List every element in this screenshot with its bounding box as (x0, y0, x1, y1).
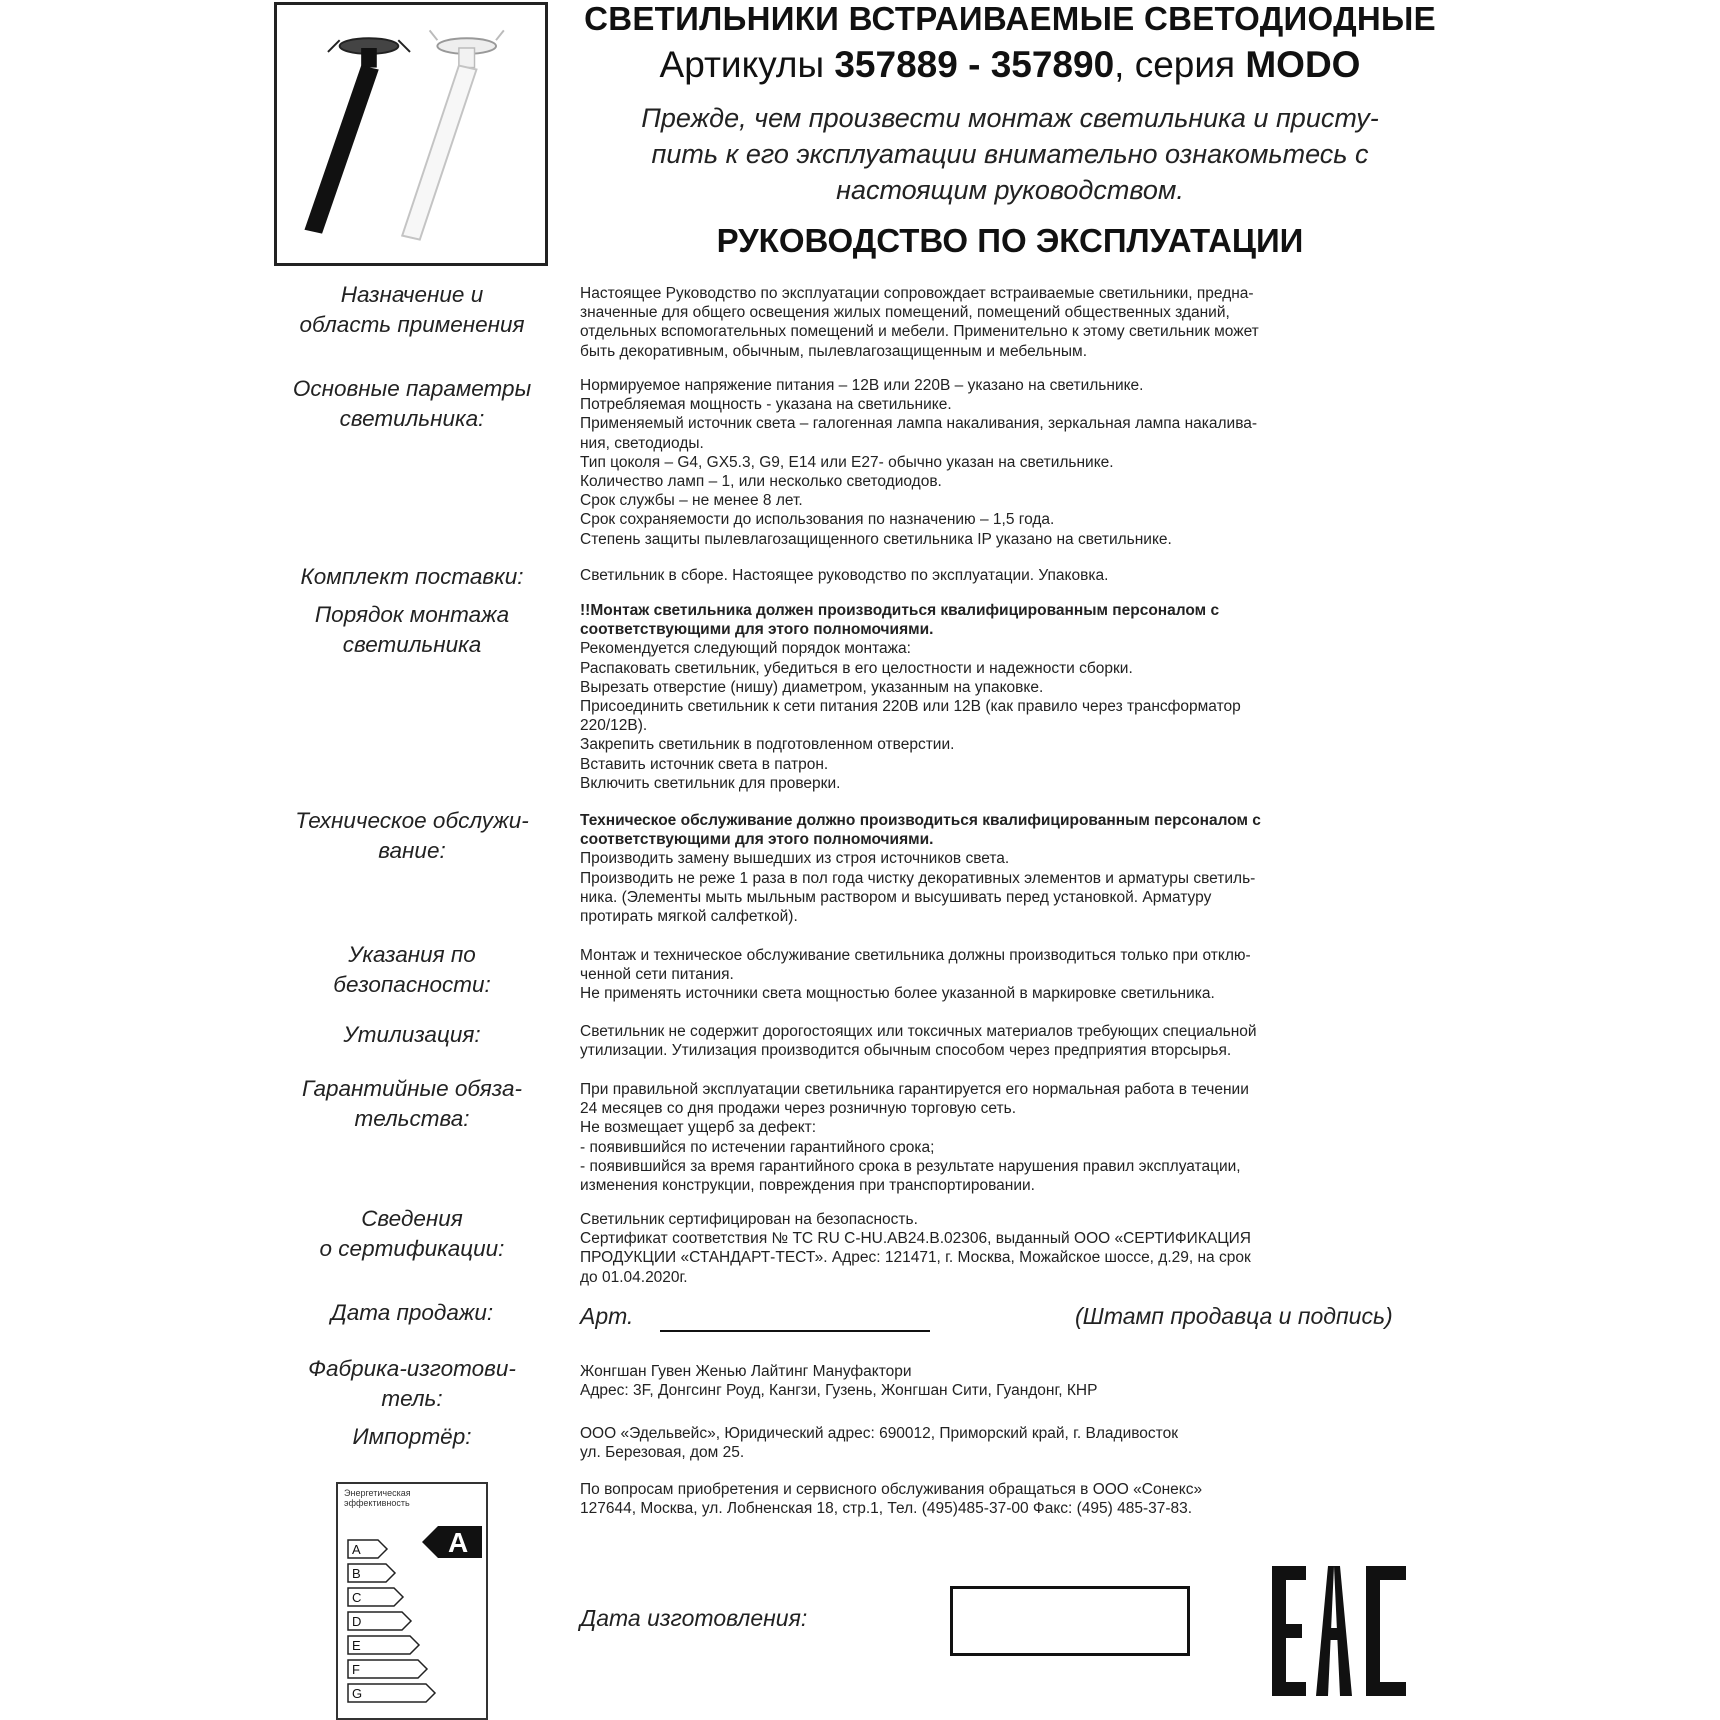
energy-title-line: эффективность (344, 1498, 410, 1508)
section-text (580, 1022, 1430, 1060)
section-text-line: Срок службы – не менее 8 лет. (580, 492, 803, 510)
section-text (580, 566, 1430, 585)
section-text-line: Жонгшан Гувен Женью Лайтинг Мануфактори (580, 1363, 912, 1380)
intro-line: Прежде, чем произвести монтаж светильника и присту- (641, 103, 1379, 133)
section-text (580, 1424, 1430, 1462)
section-label-line: тель: (381, 1386, 443, 1411)
energy-class-letter: B (352, 1566, 361, 1581)
intro-line: пить к его эксплуатации внимательно ознакомьтесь с (651, 139, 1369, 169)
energy-rating-letter: A (448, 1527, 469, 1558)
section-text-line: Вырезать отверстие (нишу) диаметром, указанным на упаковке. (580, 678, 1044, 696)
section-text-line: Срок сохраняемости до использования по назначению – 1,5 года. (580, 511, 1055, 529)
section-text-line: быть декоративным, обычным, пылевлагозащищенным и мебельным. (580, 342, 1088, 360)
section-text-line: Производить не реже 1 раза в пол года чистку декоративных элементов и арматуры светиль- (580, 869, 1256, 887)
section-text-line: Техническое обслуживание должно производиться квалифицированным персоналом с (580, 812, 1261, 829)
section-label-line: о сертификации: (319, 1236, 505, 1261)
series-prefix: , серия (1114, 44, 1246, 85)
section-text-line: соответствующими для этого полномочиями. (580, 831, 934, 849)
section-text-line: ника. (Элементы мыть мыльным раствором и высушивать перед установкой. Арматуру (580, 888, 1212, 906)
section-text-line: Вставить источник света в патрон. (580, 755, 829, 773)
section-text-line: Распаковать светильник, убедиться в его целостности и надежности сборки. (580, 659, 1133, 677)
energy-efficiency-label (336, 1482, 488, 1720)
section-label (272, 374, 552, 434)
section-text-line: утилизации. Утилизация производится обычным способом через предприятия вторсырья. (580, 1042, 1232, 1060)
section-text (580, 811, 1430, 926)
section-text-line: Присоединить светильник к сети питания 220В или 12В (как правило через трансформатор (580, 698, 1241, 716)
section-label-line: область применения (299, 312, 525, 337)
eac-text: EAC (1270, 1566, 1273, 1567)
energy-scale (338, 1484, 486, 1718)
section-text (580, 1080, 1430, 1195)
eac-mark (1270, 1566, 1410, 1696)
section-text (580, 376, 1430, 549)
section-label-line: Утилизация: (343, 1022, 481, 1047)
section-label-line: светильника (342, 632, 482, 657)
section-text-line: Не возмещает ущерб за дефект: (580, 1119, 817, 1137)
art-number-line (660, 1330, 930, 1332)
section-label (272, 1204, 552, 1264)
energy-title-line: Энергетическая (344, 1488, 411, 1498)
energy-class-letter: E (352, 1638, 361, 1653)
section-text-line: ООО «Эдельвейс», Юридический адрес: 690012, Приморский край, г. Владивосток (580, 1425, 1179, 1442)
section-text-line: 220/12В). (580, 717, 648, 735)
art-label: Арт. (580, 1303, 634, 1329)
section-label-line: Гарантийные обяза- (301, 1076, 523, 1101)
section-label-line: вание: (378, 838, 446, 863)
section-text-line: ул. Березовая, дом 25. (580, 1444, 745, 1462)
section-text-line: Светильник сертифицирован на безопасность. (580, 1211, 918, 1228)
section-label (272, 806, 552, 866)
luminaire-illustration (277, 5, 545, 263)
section-label (272, 280, 552, 340)
energy-class-letter: A (352, 1542, 361, 1557)
section-label-line: светильника: (339, 406, 485, 431)
section-text-line: 24 месяцев со дня продажи через розничную торговую сеть. (580, 1100, 1017, 1118)
section-label-line: Комплект поставки: (300, 564, 524, 589)
section-label (272, 562, 552, 592)
section-text-line: Светильник в сборе. Настоящее руководство по эксплуатации. Упаковка. (580, 567, 1109, 584)
section-label (272, 1298, 552, 1328)
section-label (272, 1020, 552, 1050)
energy-class-letter: C (352, 1590, 362, 1605)
section-text (580, 1210, 1430, 1287)
section-label-line: Назначение и (340, 282, 484, 307)
articles-numbers: 357889 - 357890 (834, 44, 1115, 85)
section-text-line: Настоящее Руководство по эксплуатации сопровождает встраиваемые светильники, предна- (580, 285, 1254, 302)
intro-text (580, 100, 1440, 208)
section-text-line: - появившийся за время гарантийного срока в результате нарушения правил эксплуатации, (580, 1157, 1241, 1175)
section-text-line: Светильник не содержит дорогостоящих или токсичных материалов требующих специальной (580, 1023, 1257, 1040)
manual-title: РУКОВОДСТВО ПО ЭКСПЛУАТАЦИИ (716, 222, 1304, 259)
section-text-line: отдельных вспомогательных помещений и мебели. Применительно к этому светильник может (580, 323, 1259, 341)
section-text (580, 601, 1430, 793)
product-photo (274, 2, 548, 266)
section-label-line: безопасности: (333, 972, 491, 997)
section-text-line: ния, светодиоды. (580, 434, 704, 452)
section-text-line: ПРОДУКЦИИ «СТАНДАРТ-ТЕСТ». Адрес: 121471, г. Москва, Можайское шоссе, д.29, на срок (580, 1249, 1251, 1267)
section-label-line: Техническое обслужи- (295, 808, 529, 833)
section-text-line: Включить светильник для проверки. (580, 774, 841, 792)
section-text-line: Адрес: 3F, Донгсинг Роуд, Кангзи, Гузень, Жонгшан Сити, Гуандонг, КНР (580, 1382, 1098, 1400)
section-text (580, 1362, 1430, 1400)
section-text-line: !!Монтаж светильника должен производиться квалифицированным персоналом с (580, 602, 1220, 619)
section-text-line: изменения конструкции, повреждения при транспортировании. (580, 1177, 1035, 1195)
section-label-line: Дата продажи: (330, 1300, 494, 1325)
section-label-line: тельства: (354, 1106, 470, 1131)
section-text (580, 1480, 1430, 1518)
seller-stamp-label: (Штамп продавца и подпись) (1075, 1303, 1393, 1329)
section-text (580, 284, 1430, 361)
section-text-line: Монтаж и техническое обслуживание светильника должны производиться только при отклю- (580, 947, 1251, 964)
section-text-line: Применяемый источник света – галогенная лампа накаливания, зеркальная лампа накалива- (580, 415, 1258, 433)
section-text-line: Потребляемая мощность - указана на светильнике. (580, 396, 952, 414)
section-label-line: Фабрика-изготови- (308, 1356, 516, 1381)
section-text-line: Не применять источники света мощностью более указанной в маркировке светильника. (580, 985, 1215, 1003)
articles-prefix: Артикулы (659, 44, 835, 85)
section-label (272, 1354, 552, 1414)
section-label-line: Порядок монтажа (314, 602, 510, 627)
section-label (272, 1422, 552, 1452)
section-text-line: По вопросам приобретения и сервисного обслуживания обращаться в ООО «Сонекс» (580, 1481, 1203, 1498)
manufacture-date-label: Дата изготовления: (580, 1605, 808, 1631)
manufacture-date-box (950, 1586, 1190, 1656)
section-text-line: Рекомендуется следующий порядок монтажа: (580, 640, 911, 658)
section-text-line: протирать мягкой салфеткой). (580, 908, 798, 926)
section-text-line: - появившийся по истечении гарантийного срока; (580, 1138, 935, 1156)
document-title: СВЕТИЛЬНИКИ ВСТРАИВАЕМЫЕ СВЕТОДИОДНЫЕ (584, 0, 1436, 37)
section-text-line: При правильной эксплуатации светильника гарантируется его нормальная работа в течении (580, 1081, 1249, 1098)
section-text (580, 946, 1430, 1004)
section-text-line: Степень защиты пылевлагозащищенного светильника IP указано на светильнике. (580, 530, 1172, 548)
section-label-line: Указания по (348, 942, 476, 967)
series-name: MODO (1245, 44, 1361, 85)
section-text-line: Закрепить светильник в подготовленном отверстии. (580, 736, 955, 754)
section-label (272, 1074, 552, 1134)
section-label-line: Импортёр: (352, 1424, 472, 1449)
energy-class-letter: G (352, 1686, 363, 1701)
section-label (272, 600, 552, 660)
energy-class-letter: D (352, 1614, 362, 1629)
section-text-line: Сертификат соответствия № ТС RU C-HU.AB24.B.02306, выданный ООО «СЕРТИФИКАЦИЯ (580, 1230, 1251, 1248)
section-text-line: Тип цоколя – G4, GX5.3, G9, E14 или E27- обычно указан на светильнике. (580, 453, 1114, 471)
section-text-line: Количество ламп – 1, или несколько светодиодов. (580, 473, 942, 491)
section-text-line: значенные для общего освещения жилых помещений, помещений общественных зданий, (580, 304, 1230, 322)
section-label (272, 940, 552, 1000)
intro-line: настоящим руководством. (836, 175, 1184, 205)
section-text-line: Производить замену вышедших из строя источников света. (580, 850, 1010, 868)
section-text-line: ченной сети питания. (580, 966, 734, 984)
section-text-line: Нормируемое напряжение питания – 12В или 220В – указано на светильнике. (580, 377, 1144, 394)
article-numbers (560, 44, 1460, 86)
energy-class-letter: F (352, 1662, 360, 1677)
section-text-line: 127644, Москва, ул. Лобненская 18, стр.1, Тел. (495)485-37-00 Факс: (495) 485-37-83. (580, 1500, 1193, 1518)
section-text-line: до 01.04.2020г. (580, 1268, 688, 1286)
section-label-line: Основные параметры (292, 376, 532, 401)
section-text-line: соответствующими для этого полномочиями. (580, 621, 934, 639)
section-label-line: Сведения (361, 1206, 463, 1231)
